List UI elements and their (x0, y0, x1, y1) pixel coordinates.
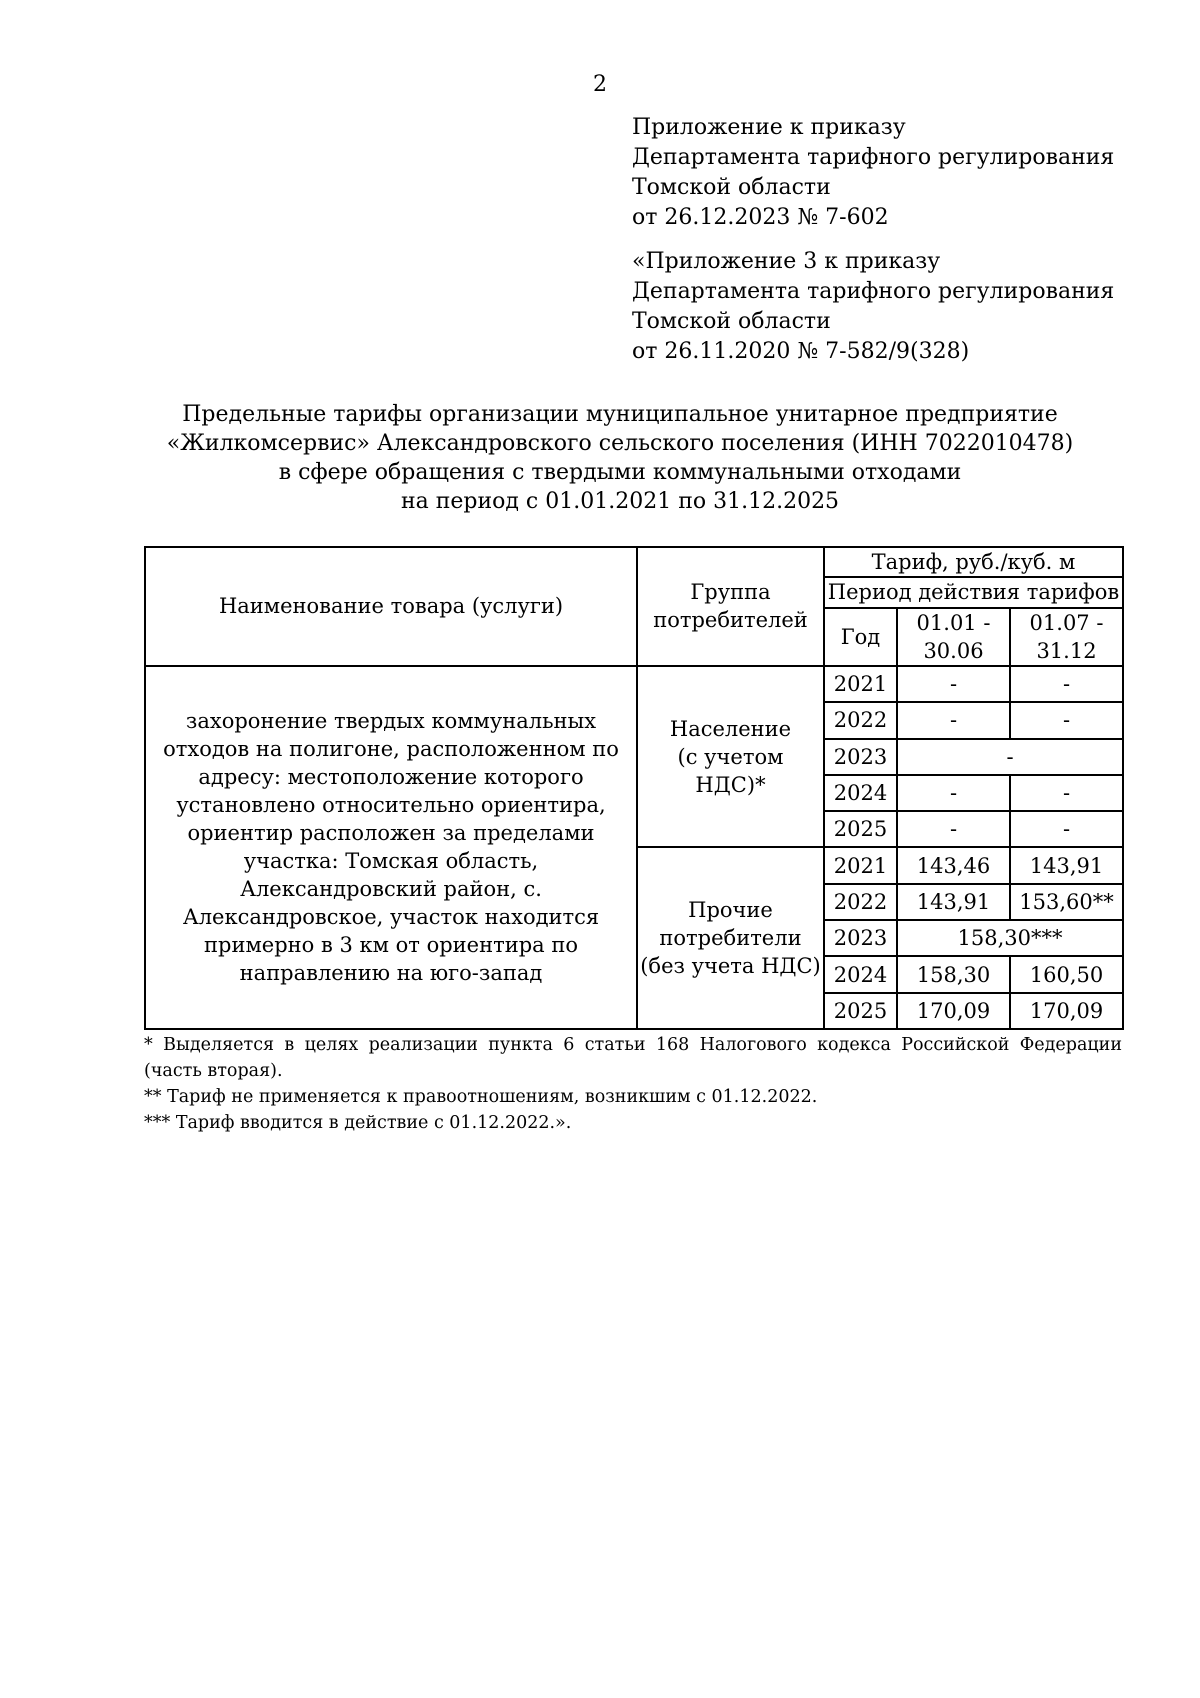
tariff-cell: - (897, 666, 1010, 702)
year-cell: 2023 (824, 739, 897, 775)
year-cell: 2025 (824, 993, 897, 1029)
appendix-line: «Приложение 3 к приказу (632, 249, 941, 274)
group-population (637, 666, 824, 847)
tariff-cell-merged: 158,30*** (897, 920, 1123, 956)
title-line: Предельные тарифы организации муниципальное унитарное предприятие (182, 402, 1058, 427)
header-second-half (1010, 608, 1123, 666)
tariff-cell: - (1010, 702, 1123, 738)
header-group-line: Группа (690, 580, 771, 605)
header-period-line: 30.06 (923, 638, 984, 663)
tariff-cell: 160,50 (1010, 956, 1123, 992)
header-tariff: Тариф, руб./куб. м (824, 547, 1123, 577)
appendix-line: Томской области (632, 309, 831, 334)
year-cell: 2025 (824, 811, 897, 847)
title-line: «Жилкомсервис» Александровского сельского поселения (ИНН 7022010478) (166, 431, 1074, 456)
appendix-block-current (632, 113, 1114, 233)
year-cell: 2022 (824, 702, 897, 738)
tariff-cell: 158,30 (897, 956, 1010, 992)
header-period-line: 01.01 - (916, 610, 991, 635)
tariff-cell: - (1010, 775, 1123, 811)
group-other (637, 847, 824, 1029)
title-line: в сфере обращения с твердыми коммунальными отходами (278, 460, 962, 485)
title-line: на период с 01.01.2021 по 31.12.2025 (400, 489, 840, 514)
tariff-cell: - (897, 811, 1010, 847)
header-period-line: 01.07 - (1029, 610, 1104, 635)
page-number: 2 (593, 72, 607, 97)
header-consumer-group (637, 547, 824, 666)
header-period: Период действия тарифов (824, 577, 1123, 607)
tariff-cell: 143,91 (1010, 847, 1123, 883)
tariff-cell: - (1010, 811, 1123, 847)
footnote-vat: * Выделяется в целях реализации пункта 6 статьи 168 Налогового кодекса Российской Федерации (144, 1035, 1122, 1055)
tariff-cell: - (897, 702, 1010, 738)
tariff-cell: 170,09 (897, 993, 1010, 1029)
year-cell: 2021 (824, 666, 897, 702)
group-line: потребители (659, 926, 802, 951)
document-title (150, 400, 1090, 516)
year-cell: 2024 (824, 775, 897, 811)
footnote-effective: *** Тариф вводится в действие с 01.12.2022.». (144, 1113, 572, 1133)
table-header-row (145, 547, 1123, 577)
tariff-table (144, 546, 1124, 1030)
group-line: Прочие (688, 898, 773, 923)
appendix-line: от 26.12.2023 № 7-602 (632, 205, 889, 230)
tariff-cell: 143,91 (897, 884, 1010, 920)
appendix-line: Департамента тарифного регулирования (632, 145, 1115, 170)
group-line: Население (669, 716, 792, 741)
year-cell: 2023 (824, 920, 897, 956)
header-service-name: Наименование товара (услуги) (145, 547, 637, 666)
group-line: (с учетом НДС)* (677, 744, 784, 797)
tariff-cell: 153,60** (1010, 884, 1123, 920)
service-description: захоронение твердых коммунальных отходов на полигоне, расположенном по адресу: местоположение которого установлено относительно ориентира, ориентир расположен за пределами участка: Томская область, Александровский район, с. Александровское, участок находится примерно в 3 км от ориентира по направлению на юго-запад (145, 666, 637, 1029)
year-cell: 2021 (824, 847, 897, 883)
tariff-cell-merged: - (897, 739, 1123, 775)
group-line: (без учета НДС) (640, 954, 821, 979)
header-year: Год (824, 608, 897, 666)
appendix-line: Департамента тарифного регулирования (632, 279, 1115, 304)
appendix-line: от 26.11.2020 № 7-582/9(328) (632, 339, 970, 364)
year-cell: 2022 (824, 884, 897, 920)
header-group-line: потребителей (653, 608, 808, 633)
footnote-not-applied: ** Тариф не применяется к правоотношениям, возникшим с 01.12.2022. (144, 1087, 818, 1107)
tariff-cell: 143,46 (897, 847, 1010, 883)
tariff-cell: - (1010, 666, 1123, 702)
footnotes (144, 1032, 1122, 1136)
appendix-line: Томской области (632, 175, 831, 200)
header-period-line: 31.12 (1036, 638, 1097, 663)
footnote-vat-continued: (часть вторая). (144, 1061, 283, 1081)
appendix-block-original (632, 247, 1114, 367)
year-cell: 2024 (824, 956, 897, 992)
tariff-cell: - (897, 775, 1010, 811)
tariff-cell: 170,09 (1010, 993, 1123, 1029)
appendix-line: Приложение к приказу (632, 115, 906, 140)
table-row (145, 666, 1123, 702)
header-first-half (897, 608, 1010, 666)
